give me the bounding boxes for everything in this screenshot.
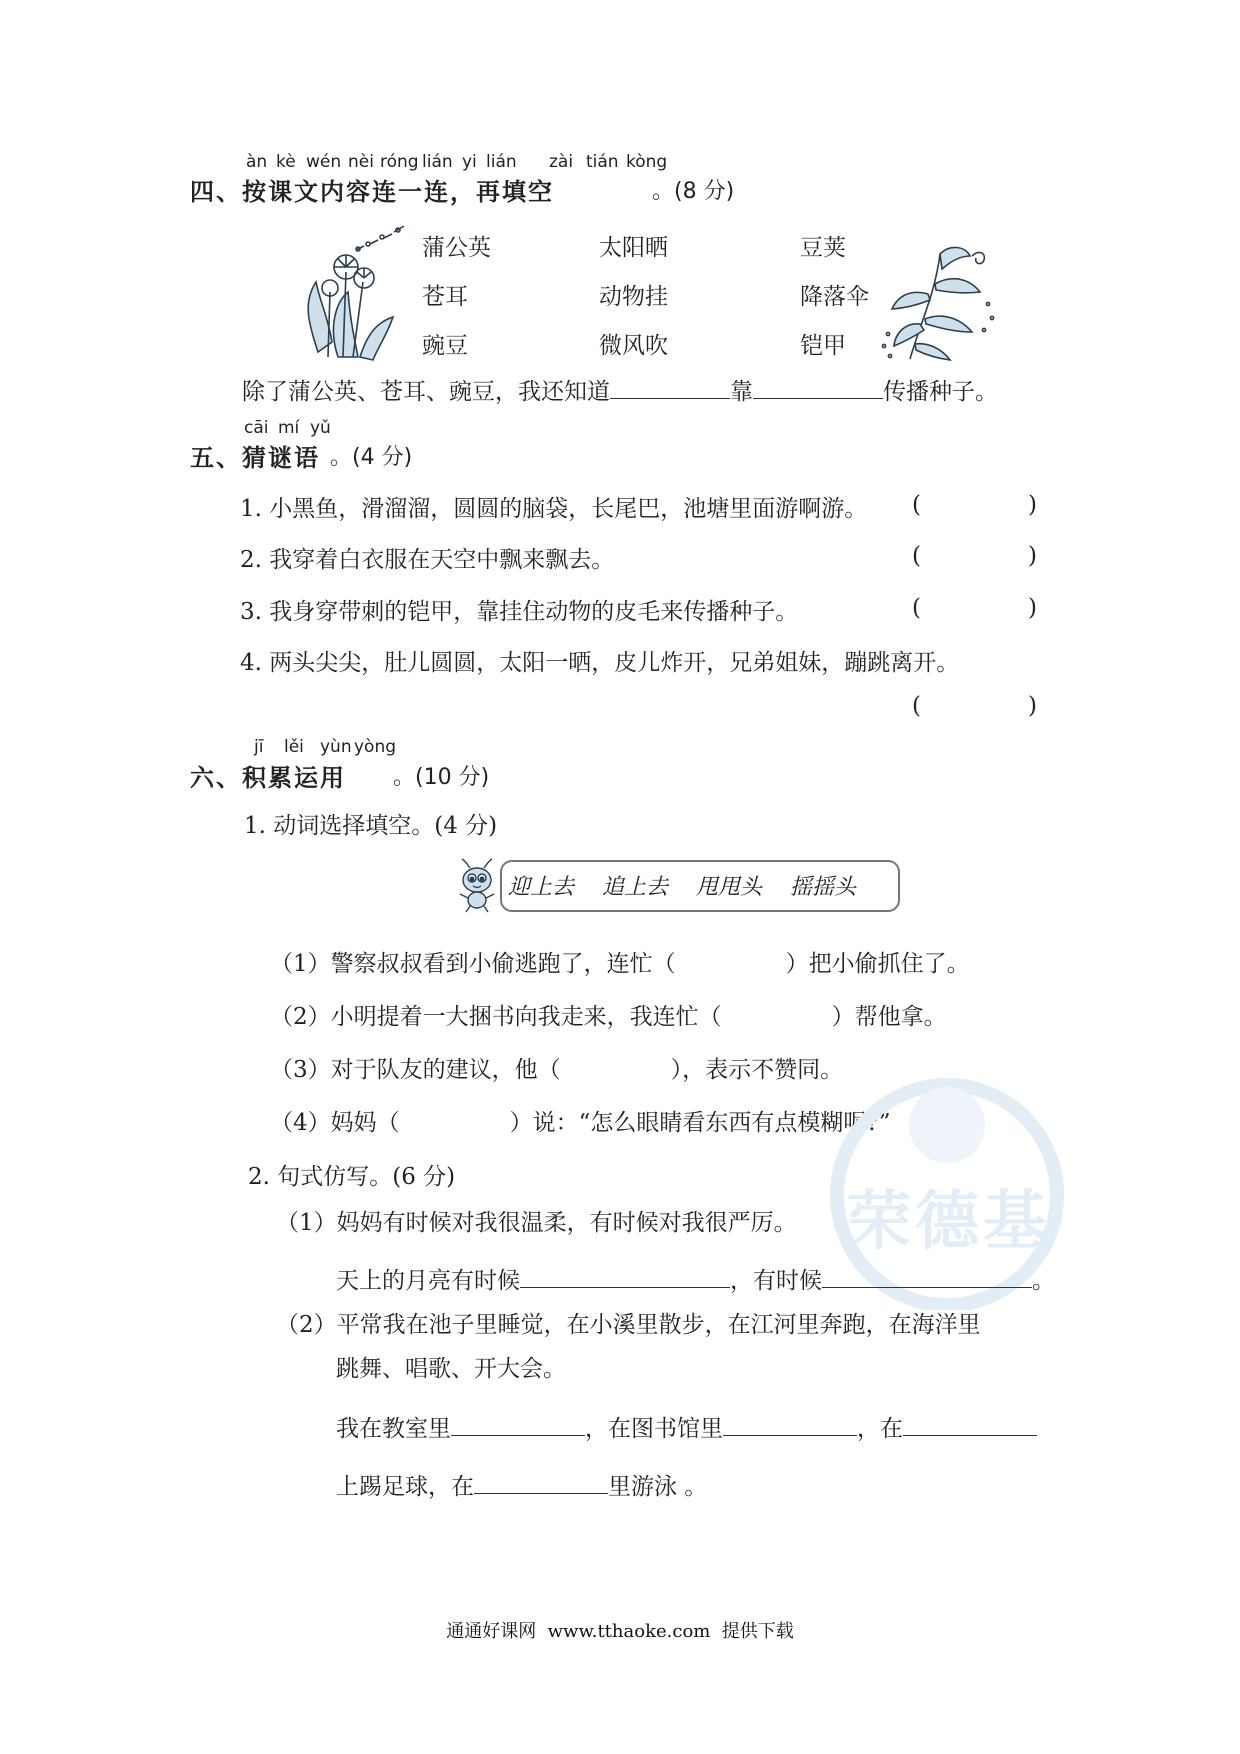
fill-text: 传播种子。 xyxy=(883,379,998,405)
answer-blank[interactable] xyxy=(451,1435,585,1436)
pinyin: lián xyxy=(486,152,517,172)
riddle-item: 2. 我穿着白衣服在天空中飘来飘去。 xyxy=(240,547,615,573)
pinyin: àn xyxy=(246,152,268,172)
match-col1-item: 苍耳 xyxy=(422,284,468,310)
item-text: ），表示不赞同。 xyxy=(670,1057,844,1083)
watermark-text: 荣德基 xyxy=(847,1185,1051,1259)
item-text: 警察叔叔看到小偷逃跑了，连忙（ xyxy=(330,951,676,977)
q2-item-1-fill xyxy=(336,1262,1055,1295)
fill-text: ，在图书馆里 xyxy=(585,1416,723,1442)
fill-text: ，在 xyxy=(857,1416,903,1442)
pinyin: kè xyxy=(276,152,296,172)
item-number: （2） xyxy=(276,1312,337,1338)
fill-text: 里游泳 。 xyxy=(608,1474,708,1500)
item-text: ）帮他拿。 xyxy=(831,1004,947,1030)
item-number: （2） xyxy=(270,1004,331,1030)
q1-item xyxy=(270,1104,891,1137)
word-choice-box xyxy=(500,860,900,912)
section-4-fill-sentence xyxy=(242,373,998,406)
pinyin: kòng xyxy=(626,152,668,172)
ant-mascot-icon xyxy=(454,858,500,914)
answer-paren-open: ( xyxy=(912,492,921,518)
fill-text: ，有时候 xyxy=(730,1268,822,1294)
answer-paren-close: ) xyxy=(1028,543,1037,569)
pinyin: nèi xyxy=(348,152,374,172)
pinyin: róng xyxy=(380,152,419,172)
section-5-score: 。(4 分) xyxy=(330,445,413,470)
pinyin: yi xyxy=(462,152,477,172)
pinyin: yùn xyxy=(320,737,352,757)
item-text: 平常我在池子里睡觉，在小溪里散步，在江河里奔跑，在海洋里 xyxy=(336,1312,981,1338)
item-number: （1） xyxy=(270,951,331,977)
answer-blank[interactable] xyxy=(474,1493,608,1494)
word-choice: 追上去 xyxy=(602,875,669,900)
section-4-title: 四、按课文内容连一连，再填空 xyxy=(190,178,554,206)
section-6-title: 六、积累运用 xyxy=(190,764,346,792)
word-choice: 甩甩头 xyxy=(696,875,763,900)
answer-blank[interactable] xyxy=(822,1287,1032,1288)
q2-item-2-fill xyxy=(336,1410,1037,1443)
item-number: （1） xyxy=(276,1210,337,1236)
riddle-item: 4. 两头尖尖，肚儿圆圆，太阳一晒，皮儿炸开，兄弟姐妹，蹦跳离开。 xyxy=(240,650,960,676)
section-5-title: 五、猜谜语 xyxy=(190,444,320,472)
section-4-score: 。(8 分) xyxy=(652,179,735,204)
match-col1-item: 蒲公英 xyxy=(422,235,491,261)
pinyin: mí xyxy=(278,418,300,438)
q2-item-2-cont: 跳舞、唱歌、开大会。 xyxy=(336,1356,566,1382)
item-text: 妈妈有时候对我很温柔，有时候对我很严厉。 xyxy=(336,1210,797,1236)
answer-blank[interactable] xyxy=(753,398,883,399)
answer-blank[interactable] xyxy=(723,1435,857,1436)
q2-item-1 xyxy=(276,1204,797,1237)
pinyin: lěi xyxy=(284,737,304,757)
word-choice: 摇摇头 xyxy=(790,875,857,900)
fill-text: 。 xyxy=(1032,1268,1055,1294)
match-col1-item: 豌豆 xyxy=(422,333,468,359)
match-col3-item: 降落伞 xyxy=(800,284,869,310)
pea-plant-illustration xyxy=(880,234,1000,364)
footer-text: 通通好课网 www.tthaoke.com 提供下载 xyxy=(446,1621,794,1642)
fill-text: 上踢足球，在 xyxy=(336,1474,474,1500)
q2-title: 2. 句式仿写。(6 分) xyxy=(248,1164,456,1190)
item-number: （4） xyxy=(270,1110,331,1136)
answer-paren-open: ( xyxy=(912,693,921,719)
answer-paren-open: ( xyxy=(912,543,921,569)
answer-blank[interactable] xyxy=(903,1435,1037,1436)
fill-text: 靠 xyxy=(730,379,753,405)
q1-item xyxy=(270,945,970,978)
pinyin: yòng xyxy=(354,737,397,757)
match-col2-item: 微风吹 xyxy=(599,333,668,359)
q2-item-2-fill-cont xyxy=(336,1468,707,1501)
answer-paren-open: ( xyxy=(912,595,921,621)
item-text: 小明提着一大捆书向我走来，我连忙（ xyxy=(330,1004,722,1030)
answer-paren-close: ) xyxy=(1028,693,1037,719)
match-col2-item: 动物挂 xyxy=(599,284,668,310)
pinyin: yǔ xyxy=(310,418,331,438)
pinyin: wén xyxy=(306,152,342,172)
item-text: 妈妈（ xyxy=(330,1110,400,1136)
pinyin: zài xyxy=(549,152,574,172)
section-6-score: 。(10 分) xyxy=(393,765,490,790)
riddle-item: 3. 我身穿带刺的铠甲，靠挂住动物的皮毛来传播种子。 xyxy=(240,599,799,625)
q1-item xyxy=(270,998,947,1031)
fill-text: 天上的月亮有时候 xyxy=(336,1268,520,1294)
match-col3-item: 豆荚 xyxy=(800,235,846,261)
q2-item-2 xyxy=(276,1306,981,1339)
answer-paren-close: ) xyxy=(1028,492,1037,518)
match-col2-item: 太阳晒 xyxy=(599,235,668,261)
riddle-item: 1. 小黑鱼，滑溜溜，圆圆的脑袋，长尾巴，池塘里面游啊游。 xyxy=(240,496,868,522)
answer-blank[interactable] xyxy=(520,1287,730,1288)
dandelion-illustration xyxy=(298,222,428,362)
item-number: （3） xyxy=(270,1057,331,1083)
pinyin: cāi xyxy=(244,418,269,438)
item-text: ）把小偷抓住了。 xyxy=(785,951,970,977)
q1-item xyxy=(270,1051,843,1084)
answer-paren-close: ) xyxy=(1028,595,1037,621)
answer-blank[interactable] xyxy=(610,398,730,399)
pinyin: jī xyxy=(254,737,264,757)
match-col3-item: 铠甲 xyxy=(800,333,846,359)
word-choice: 迎上去 xyxy=(508,875,575,900)
fill-text: 我在教室里 xyxy=(336,1416,451,1442)
pinyin: lián xyxy=(422,152,453,172)
item-text: 对于队友的建议，他（ xyxy=(330,1057,561,1083)
fill-text: 除了蒲公英、苍耳、豌豆，我还知道 xyxy=(242,379,610,405)
q1-title: 1. 动词选择填空。(4 分) xyxy=(244,813,498,839)
pinyin: tián xyxy=(586,152,619,172)
item-text: ）说：“怎么眼睛看东西有点模糊呢?” xyxy=(509,1110,891,1136)
